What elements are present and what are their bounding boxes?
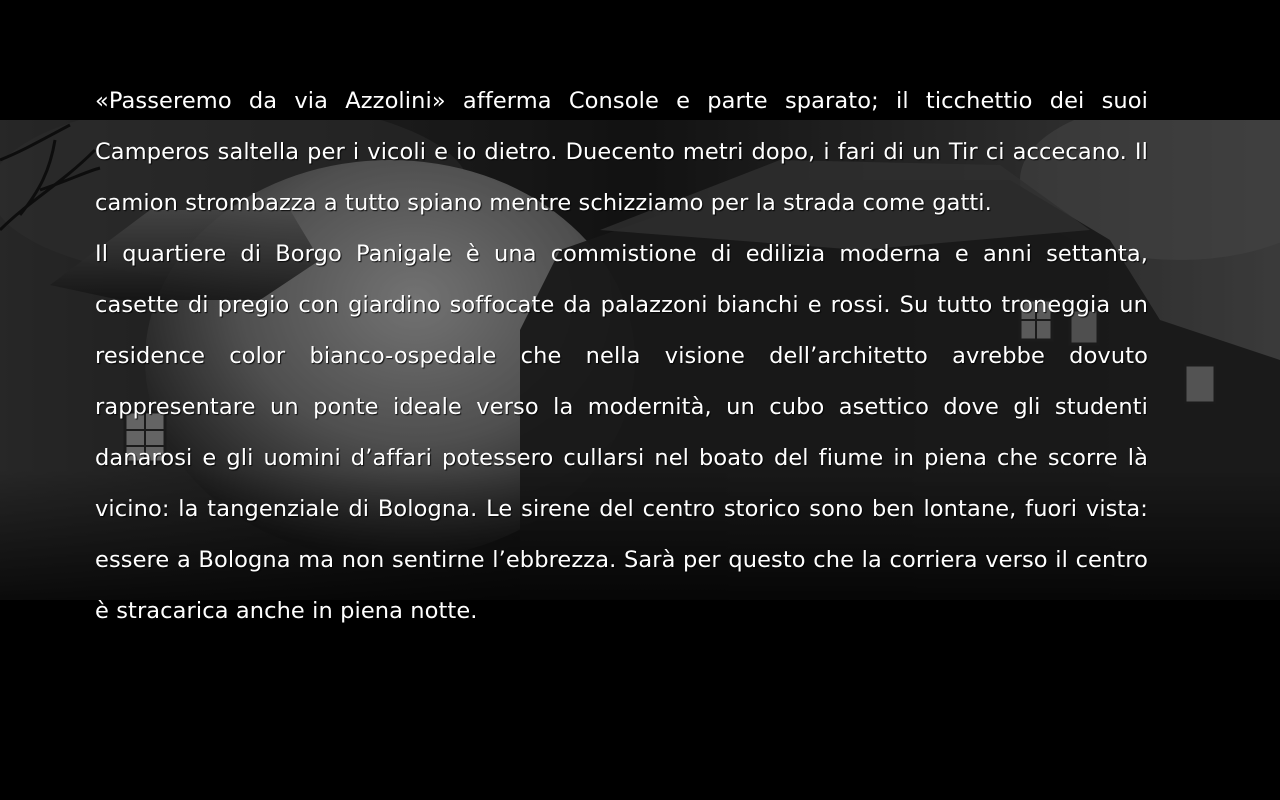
- narration-text-box[interactable]: [95, 76, 1148, 736]
- narration-paragraph-2: Il quartiere di Borgo Panigale è una commistione di edilizia moderna e anni settanta, casette di pregio con giardino soffocate da palazzoni bianchi e rossi. Su tutto troneggia un residence color bianco-ospedale che nella visione dell’architetto avrebbe dovuto rappresentare un ponte ideale verso la modernità, un cubo asettico dove gli studenti danarosi e gli uomini d’affari potessero cullarsi nel boato del fiume in piena che scorre là vicino: la tangenziale di Bologna. Le sirene del centro storico sono ben lontane, fuori vista: essere a Bologna ma non sentirne l’ebbrezza. Sarà per questo che la corriera verso il centro è stracarica anche in piena notte.: [95, 241, 1148, 624]
- narration-paragraph-1: «Passeremo da via Azzolini» afferma Console e parte sparato; il ticchettio dei suoi Camperos saltella per i vicoli e io dietro. Duecento metri dopo, i fari di un Tir ci accecano. Il camion strombazza a tutto spiano mentre schizziamo per la strada come gatti.: [95, 88, 1148, 216]
